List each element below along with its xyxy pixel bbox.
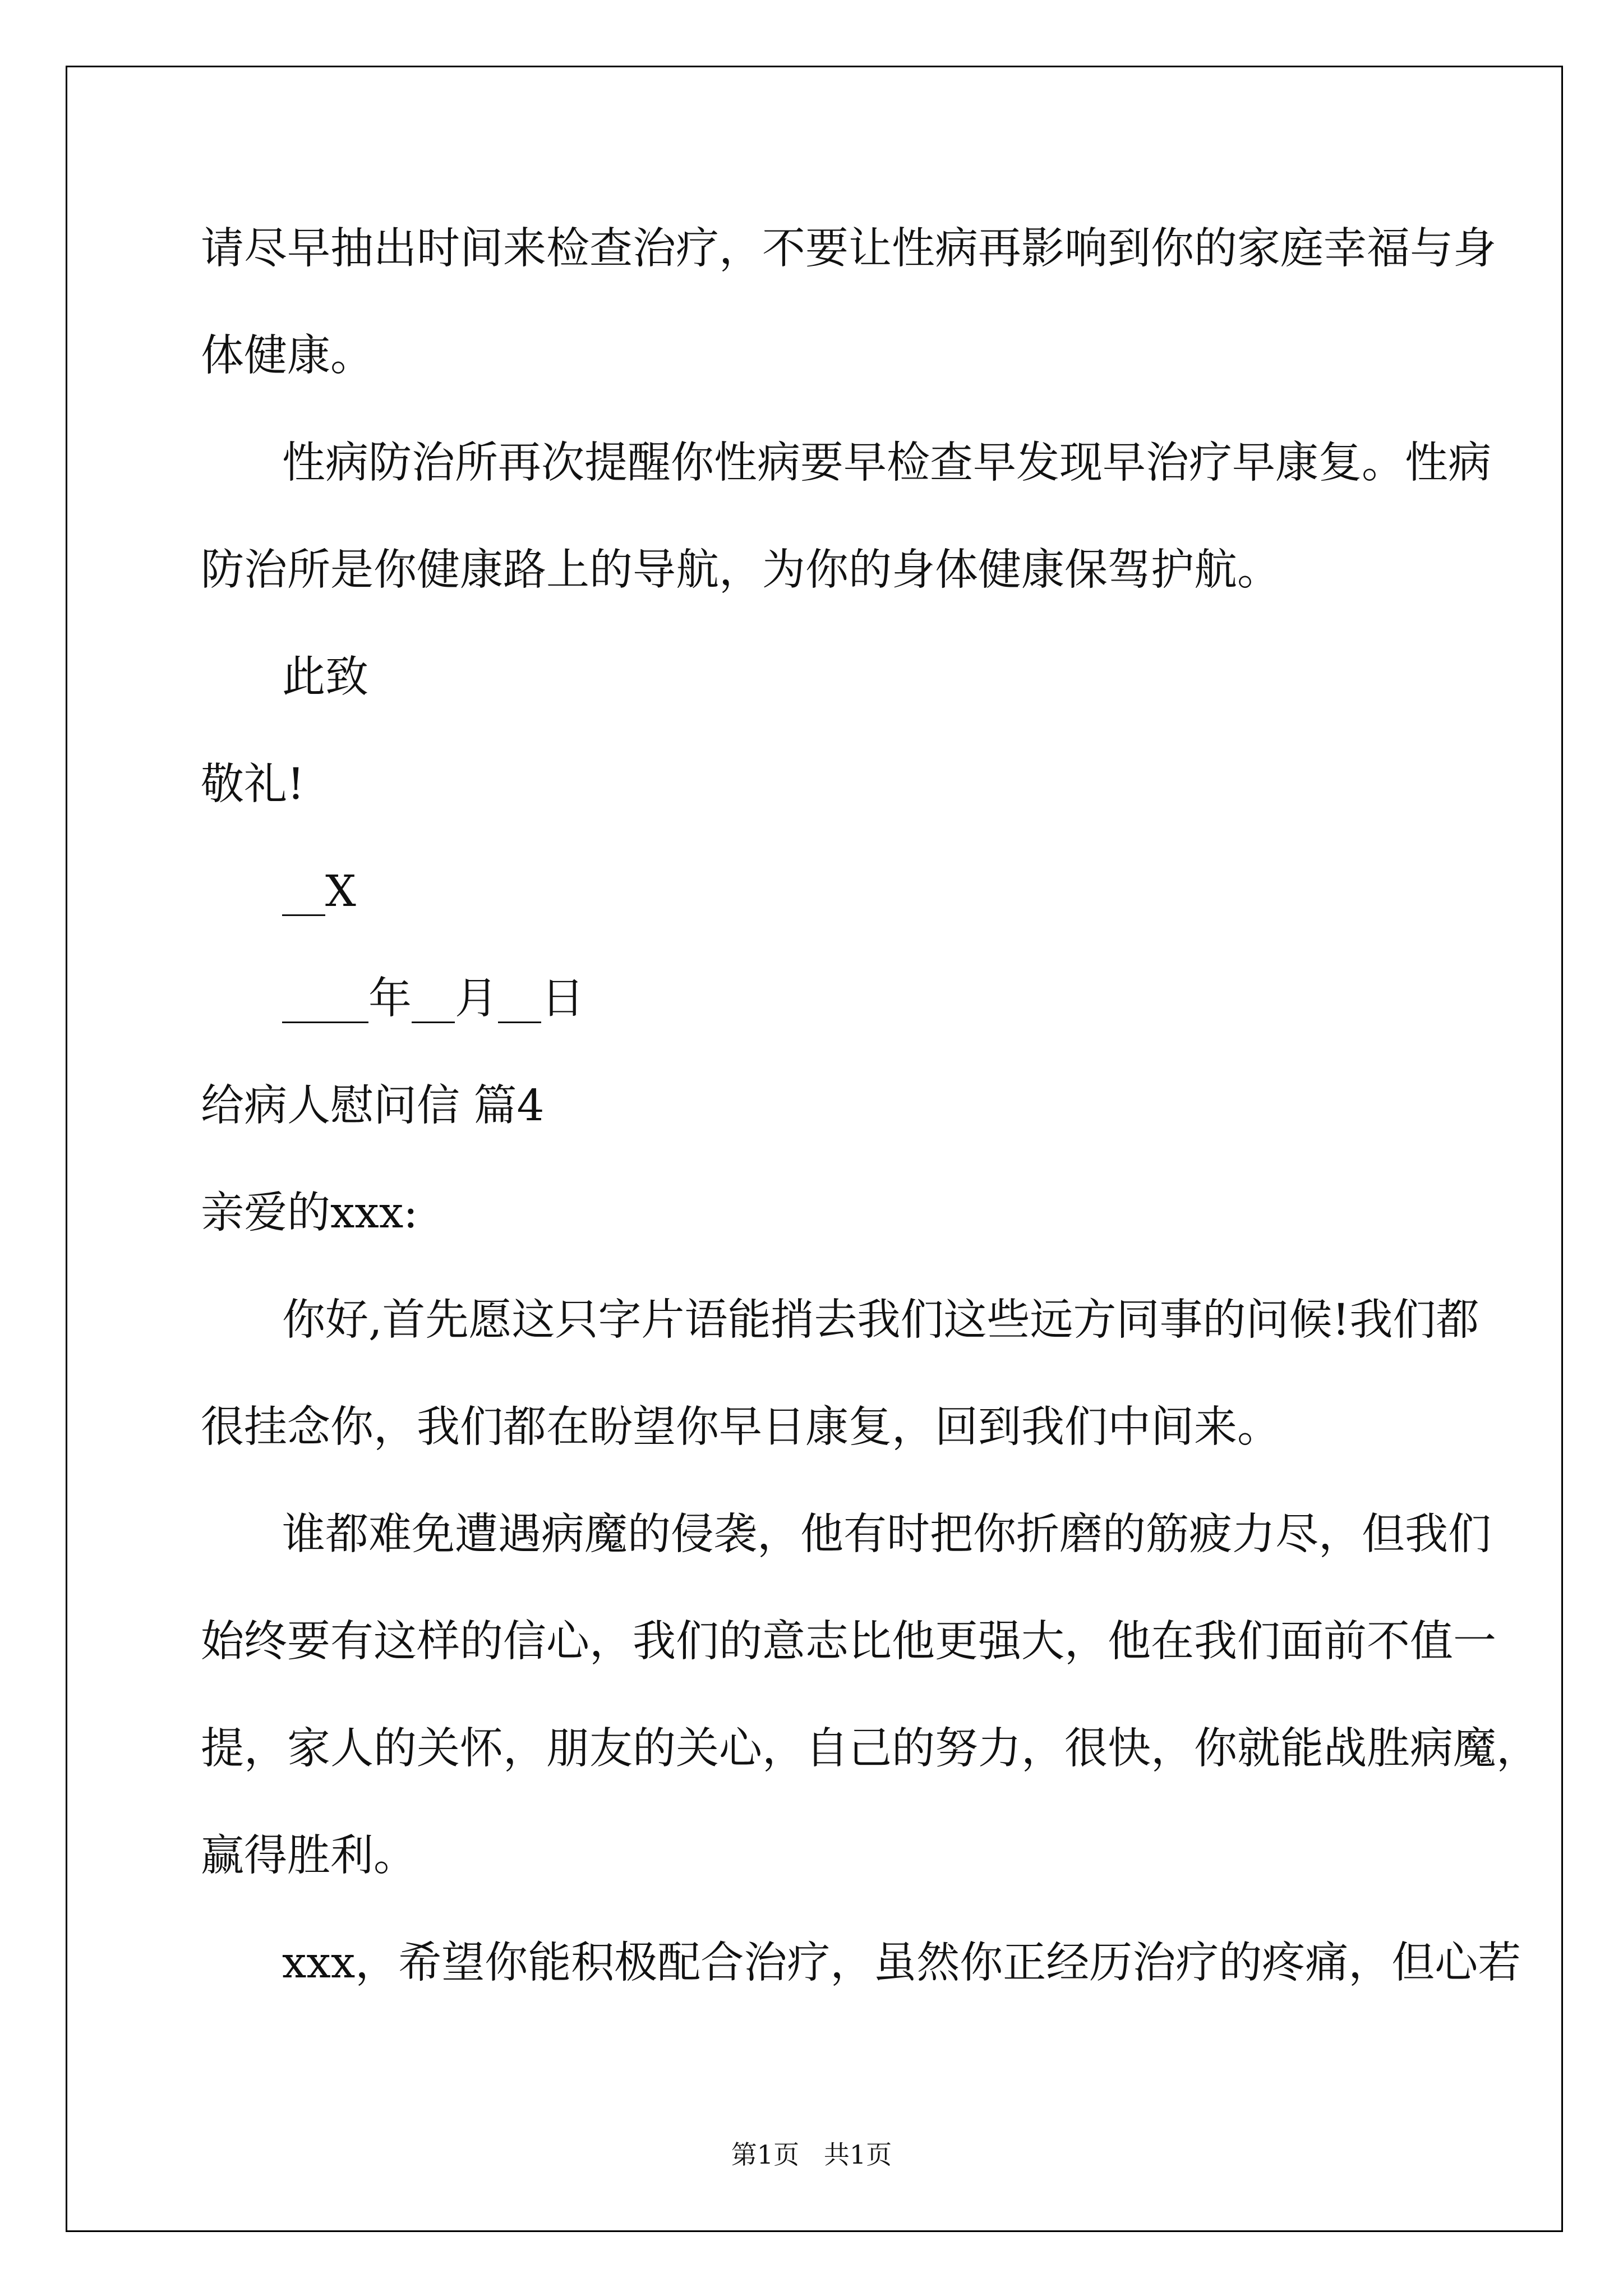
text-line: 请尽早抽出时间来检查治疗，不要让性病再影响到你的家庭幸福与身: [201, 224, 1496, 274]
page-border: [66, 66, 1563, 2232]
page-footer: 第1页 共1页: [731, 2139, 892, 2170]
salutation: 亲爱的xxx:: [201, 1188, 418, 1238]
text-line: __X: [282, 867, 356, 917]
text-line: 你好,首先愿这只字片语能捎去我们这些远方同事的问候!我们都: [282, 1295, 1479, 1345]
text-line: xxx，希望你能积极配合治疗，虽然你正经历治疗的疼痛，但心若: [282, 1938, 1521, 1988]
text-line: 提，家人的关怀，朋友的关心，自己的努力，很快，你就能战胜病魔，: [201, 1724, 1539, 1774]
text-line: 体健康。: [201, 331, 374, 381]
text-line: 敬礼!: [201, 760, 305, 809]
section-heading: 给病人慰问信 篇4: [201, 1081, 545, 1131]
text-line: 防治所是你健康路上的导航，为你的身体健康保驾护航。: [201, 545, 1280, 595]
text-line: 性病防治所再次提醒你性病要早检查早发现早治疗早康复。性病: [282, 438, 1491, 488]
text-line: ____年__月__日: [282, 974, 584, 1024]
text-line: 赢得胜利。: [201, 1831, 417, 1881]
text-line: 很挂念你，我们都在盼望你早日康复，回到我们中间来。: [201, 1402, 1280, 1452]
text-line: 此致: [282, 652, 368, 702]
text-line: 始终要有这样的信心，我们的意志比他更强大，他在我们面前不值一: [201, 1617, 1496, 1667]
text-line: 谁都难免遭遇病魔的侵袭，他有时把你折磨的筋疲力尽，但我们: [282, 1510, 1491, 1559]
